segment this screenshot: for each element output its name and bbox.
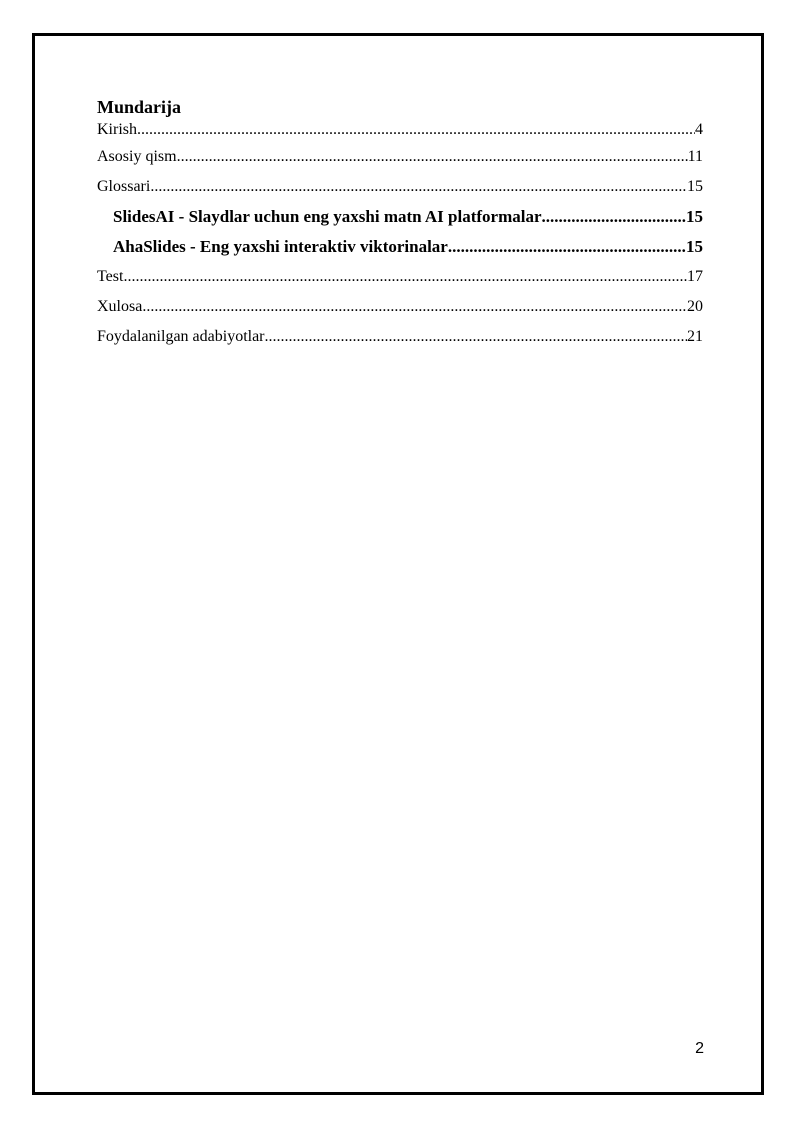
toc-entry-text: Glossari bbox=[97, 178, 151, 195]
toc-dot-leader bbox=[123, 262, 687, 292]
toc-dot-leader bbox=[542, 202, 686, 232]
toc-dot-leader bbox=[448, 232, 686, 262]
toc-entry-slidesai[interactable] bbox=[97, 202, 703, 232]
toc-entry-text: SlidesAI - Slaydlar uchun eng yaxshi matn AI platformalar bbox=[113, 207, 542, 226]
toc-entry-asosiy-qism[interactable] bbox=[97, 142, 703, 172]
toc-entry-kirish[interactable] bbox=[97, 118, 703, 142]
toc-entry-page: 20 bbox=[687, 298, 703, 315]
toc-entry-text: Xulosa bbox=[97, 298, 143, 315]
toc-list bbox=[97, 118, 703, 352]
toc-dot-leader bbox=[150, 172, 687, 202]
toc-dot-leader bbox=[177, 142, 688, 172]
toc-dot-leader bbox=[142, 292, 687, 322]
toc-entry-glossari[interactable] bbox=[97, 172, 703, 202]
toc-dot-leader bbox=[137, 118, 695, 142]
toc-entry-text: Kirish bbox=[97, 121, 137, 138]
toc-entry-test[interactable] bbox=[97, 262, 703, 292]
toc-entry-text: Foydalanilgan adabiyotlar bbox=[97, 328, 265, 345]
toc-entry-page: 15 bbox=[687, 178, 703, 195]
toc-entry-page: 11 bbox=[687, 148, 703, 165]
toc-entry-text: Asosiy qism bbox=[97, 148, 177, 165]
toc-entry-page: 15 bbox=[686, 207, 703, 226]
page-number: 2 bbox=[695, 1040, 704, 1057]
toc-entry-page: 15 bbox=[686, 237, 703, 256]
toc-entry-page: 21 bbox=[687, 328, 703, 345]
table-of-contents bbox=[97, 96, 703, 352]
toc-entry-ahaslides[interactable] bbox=[97, 232, 703, 262]
toc-entry-foydalanilgan-adabiyotlar[interactable] bbox=[97, 322, 703, 352]
toc-entry-xulosa[interactable] bbox=[97, 292, 703, 322]
toc-entry-text: Test bbox=[97, 268, 124, 285]
toc-entry-text: AhaSlides - Eng yaxshi interaktiv viktorinalar bbox=[113, 237, 448, 256]
toc-entry-page: 17 bbox=[687, 268, 703, 285]
toc-title: Mundarija bbox=[97, 97, 182, 117]
toc-entry-page: 4 bbox=[695, 121, 703, 138]
toc-dot-leader bbox=[265, 322, 687, 352]
